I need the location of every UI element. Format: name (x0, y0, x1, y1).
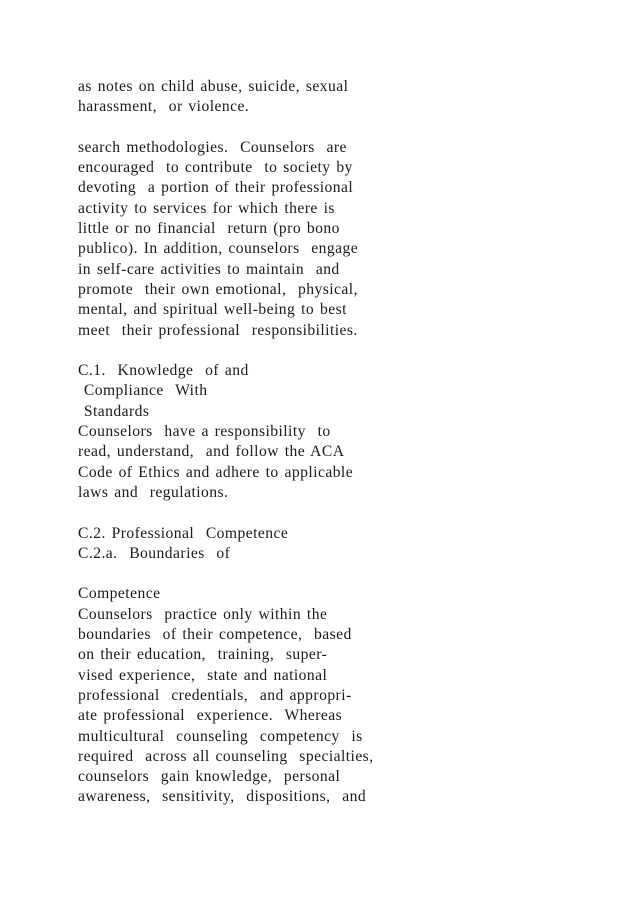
text-line: Counselors practice only within the (78, 605, 328, 623)
paragraph-2 (78, 138, 618, 341)
text-line: vised experience, state and national (78, 666, 328, 684)
text-line: search methodologies. Counselors are (78, 138, 347, 156)
paragraph-1 (78, 77, 618, 118)
text-line: little or no financial return (pro bono (78, 220, 340, 238)
text-line: activity to services for which there is (78, 199, 335, 217)
text-line: Code of Ethics and adhere to applicable (78, 463, 354, 481)
text-line: boundaries of their competence, based (78, 626, 352, 644)
text-line: multicultural counseling competency is (78, 727, 363, 745)
text-line: as notes on child abuse, suicide, sexual (78, 78, 349, 95)
section-heading: C.2. Professional Competence (78, 524, 289, 542)
paragraph-gap (78, 118, 618, 138)
paragraph-gap (78, 341, 618, 361)
text-line: Counselors have a responsibility to (78, 423, 331, 441)
section-heading: Standards (78, 402, 150, 420)
text-line: counselors gain knowledge, personal (78, 768, 341, 786)
text-line: required across all counseling specialties, (78, 747, 374, 765)
text-line: awareness, sensitivity, dispositions, and (78, 788, 367, 806)
subsection-heading: Competence (78, 585, 161, 603)
paragraph-gap (78, 564, 618, 584)
document-body (78, 77, 618, 808)
text-line: in self-care activities to maintain and (78, 260, 340, 278)
text-line: publico). In addition, counselors engage (78, 240, 359, 258)
text-line: mental, and spiritual well-being to best (78, 301, 347, 319)
text-line: ate professional experience. Whereas (78, 707, 343, 725)
section-heading: C.1. Knowledge of and (78, 362, 249, 380)
section-c2 (78, 524, 618, 565)
text-line: on their education, training, super- (78, 646, 328, 664)
text-line: professional credentials, and appropri- (78, 686, 352, 704)
section-c1 (78, 361, 618, 503)
text-line: harassment, or violence. (78, 98, 250, 116)
section-c2a (78, 584, 618, 807)
text-line: laws and regulations. (78, 483, 229, 501)
section-heading: Compliance With (78, 382, 208, 400)
text-line: meet their professional responsibilities. (78, 321, 358, 339)
text-line: encouraged to contribute to society by (78, 159, 353, 177)
paragraph-gap (78, 503, 618, 523)
text-line: read, understand, and follow the ACA (78, 443, 345, 461)
text-line: promote their own emotional, physical, (78, 280, 358, 298)
subsection-heading: C.2.a. Boundaries of (78, 544, 231, 562)
text-line: devoting a portion of their professional (78, 179, 354, 197)
